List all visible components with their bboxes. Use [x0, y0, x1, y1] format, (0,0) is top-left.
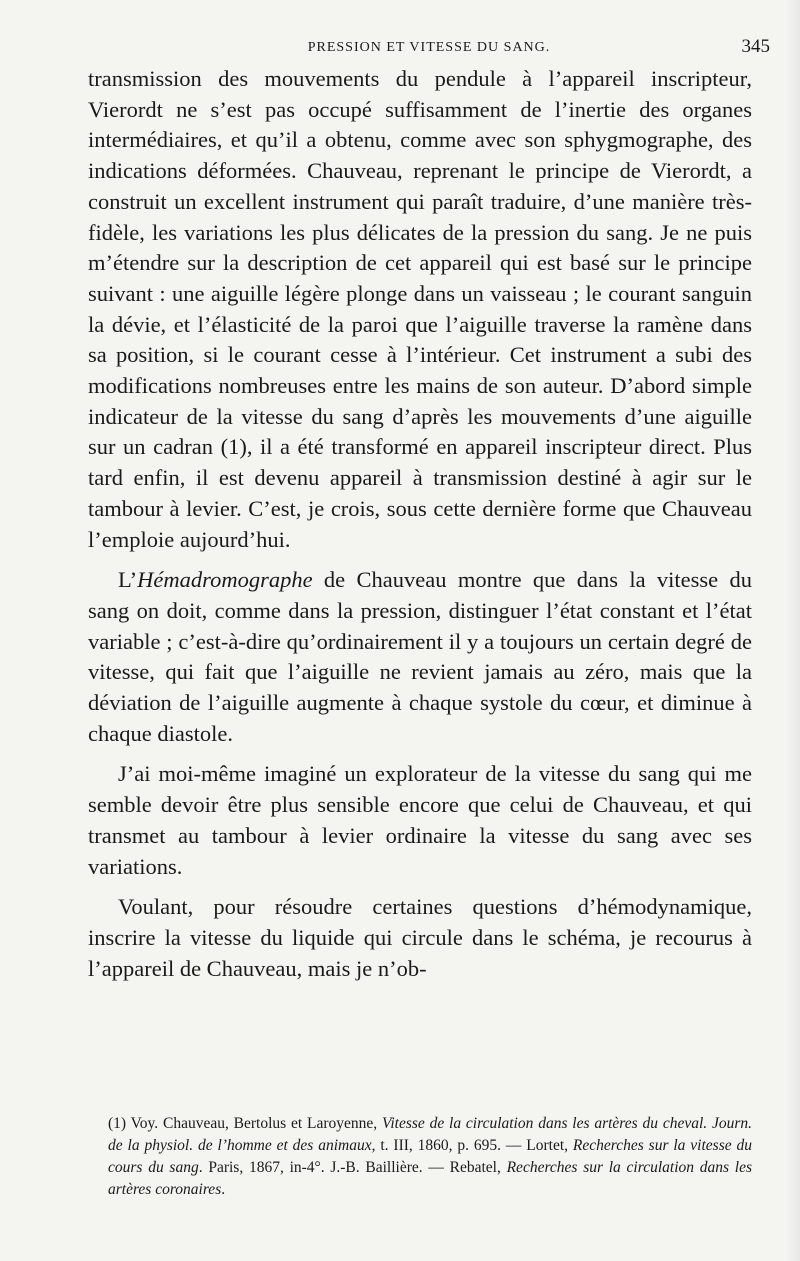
footnote-title-3: Recherches sur la circulation dans les artères coronaires — [108, 1159, 752, 1198]
paragraph-1 — [88, 64, 752, 555]
footnote-part-3: . — [221, 1181, 226, 1198]
footnote-part-1: , t. III, 1860, p. 695. — Lortet, — [371, 1137, 573, 1154]
paragraph-2-italic-term: Hémadromographe — [137, 567, 313, 593]
paragraph-2-lead: L’ — [118, 567, 138, 593]
paragraph-2-rest: de Chauveau montre que dans la vitesse du sang on doit, comme dans la pression, distinguer l’état constant et l’état variable ; c’est-à-dire qu’ordinairement il y a toujours un certain degré de vitesse, qui fait que l’aiguille ne revient jamais au zéro, mais que la déviation de l’aiguille augmente à chaque systole du cœur, et diminue à chaque diastole. — [88, 567, 752, 746]
paragraph-1-part-a: transmission des mouvements du pendule à l’appareil inscripteur, Vierordt ne s’est pas occupé suffisamment de l’inertie des organes intermédiaires, et qu’il a obtenu, comme avec son sphygmographe, des indications déformées. Chauveau, reprenant le principe de Vierordt, a construit un excellent instrument qui paraît traduire, d’une manière très-fidèle, les variations les plus délicates de la pression du sang. Je ne puis m’étendre sur la description de cet appareil qui est basé sur le principe suivant : une aiguille légère plonge dans un vaisseau ; le courant sanguin la dévie, et l’élasticité de la paroi que l’aiguille traverse la ramène dans sa position, si le courant cesse à l’intérieur. Cet instrument a subi des modifications nombreuses entre les mains de son auteur. D’abord simple indicateur de la vitesse du sang d’après les mouvements d’une aiguille sur un cadran — [88, 66, 752, 460]
page-header — [88, 36, 770, 60]
footnote — [108, 1113, 752, 1201]
paragraph-4: Voulant, pour résoudre certaines questions d’hémodynamique, inscrire la vitesse du liquide qui circule dans le schéma, je recourus à l’appareil de Chauveau, mais je n’ob- — [88, 894, 752, 981]
paragraph-2 — [88, 565, 752, 749]
footnote-title-1: Vitesse de la circulation dans les artères du cheval. Journ. de la physiol. de l’homme et des animaux — [108, 1115, 752, 1154]
paragraph-1-part-b: , il a été transformé en appareil inscripteur direct. Plus tard enfin, il est devenu appareil à transmission destiné à agir sur le tambour à levier. C’est, je crois, sous cette dernière forme que Chauveau l’emploie aujourd’hui. — [88, 434, 753, 552]
footnote-part-2: . Paris, 1867, in-4°. J.-B. Baillière. — Rebatel, — [198, 1159, 507, 1176]
footnote-marker: (1) Voy. Chauveau, Bertolus et Laroyenne, — [108, 1115, 383, 1132]
page-number: 345 — [741, 36, 770, 57]
body-text — [88, 64, 752, 984]
paragraph-3: J’ai moi-même imaginé un explorateur de la vitesse du sang qui me semble devoir être plus sensible encore que celui de Chauveau, et qui transmet au tambour à levier ordinaire la vitesse du sang avec ses variations. — [88, 761, 752, 879]
footnote-title-2: Recherches sur la vitesse du cours du sang — [108, 1137, 752, 1176]
running-title: PRESSION ET VITESSE DU SANG. — [307, 40, 551, 55]
footnote-reference: (1) — [220, 434, 247, 460]
